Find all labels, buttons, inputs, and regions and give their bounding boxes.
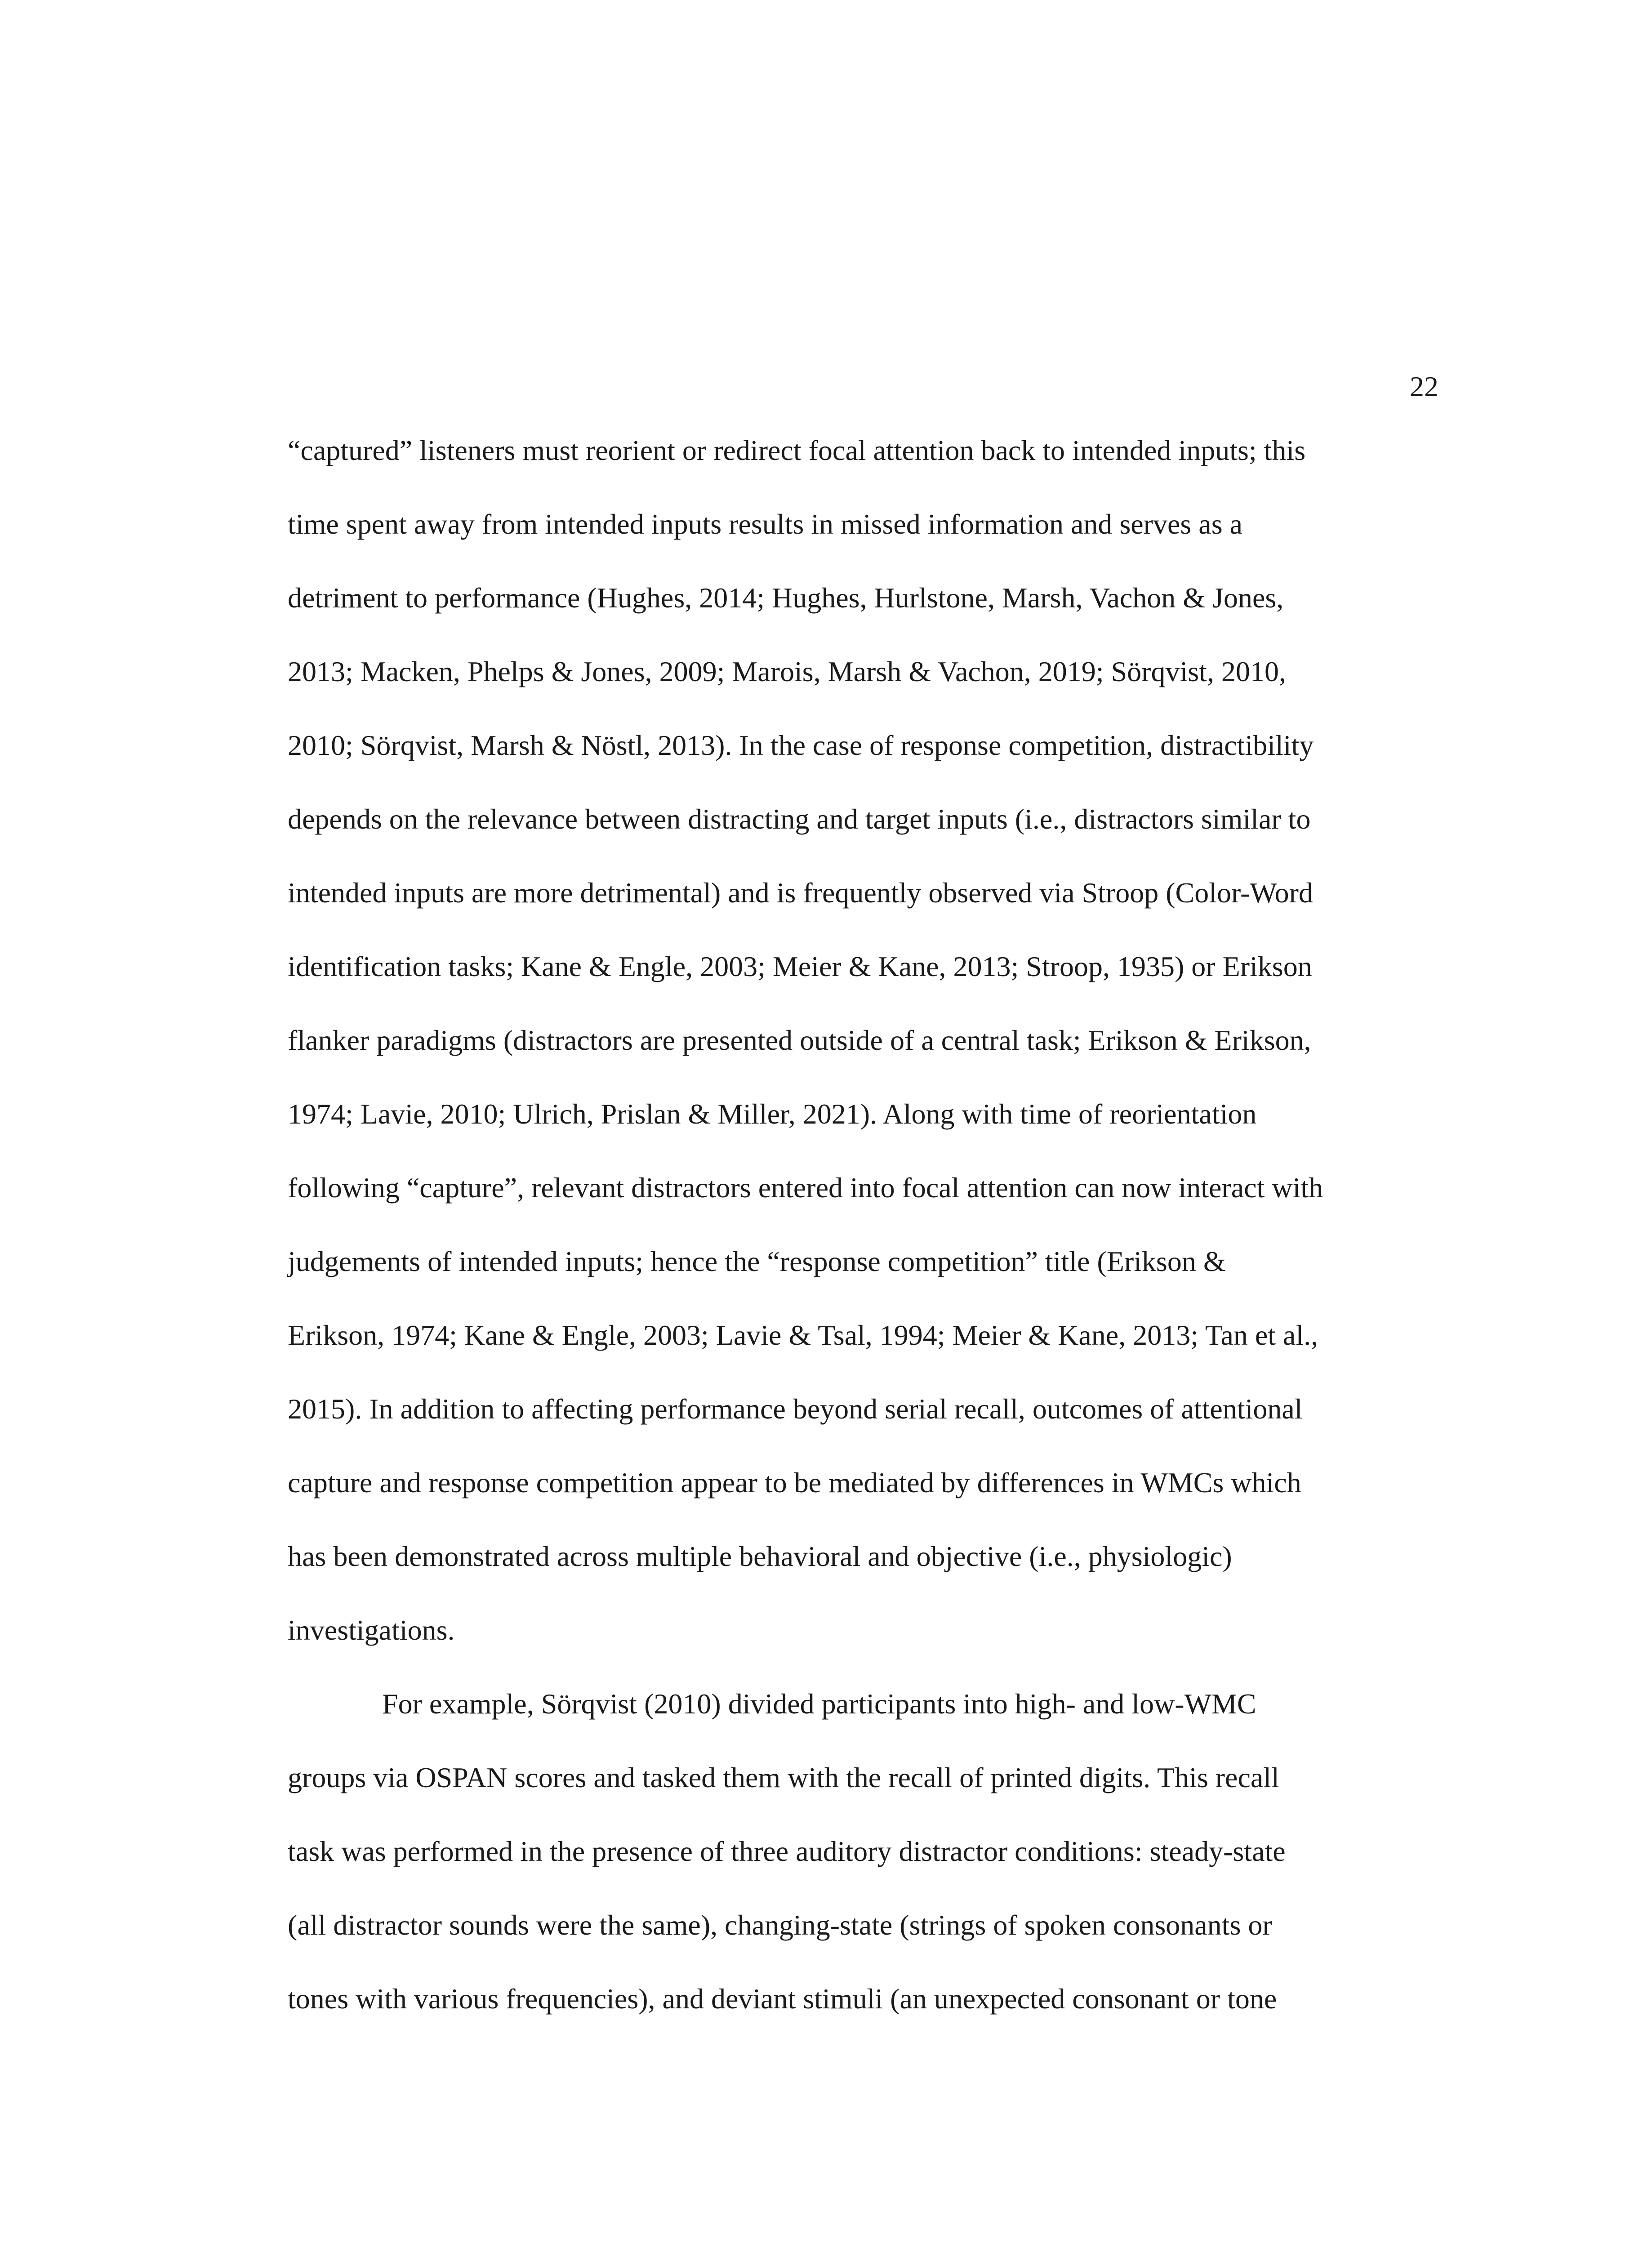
text-line: flanker paradigms (distractors are presented outside of a central task; Erikson & Erikson,: [288, 1024, 1311, 1056]
text-line: judgements of intended inputs; hence the “response competition” title (Erikson &: [288, 1245, 1226, 1277]
text-line: following “capture”, relevant distractors entered into focal attention can now interact with: [288, 1172, 1323, 1204]
text-line: 2015). In addition to affecting performance beyond serial recall, outcomes of attentional: [288, 1393, 1303, 1425]
text-line: (all distractor sounds were the same), changing-state (strings of spoken consonants or: [288, 1909, 1272, 1941]
text-line: investigations.: [288, 1614, 455, 1646]
text-line: depends on the relevance between distracting and target inputs (i.e., distractors similar to: [288, 803, 1311, 835]
text-line: “captured” listeners must reorient or redirect focal attention back to intended inputs; this: [288, 434, 1306, 466]
text-line: 2013; Macken, Phelps & Jones, 2009; Marois, Marsh & Vachon, 2019; Sörqvist, 2010,: [288, 656, 1286, 687]
text-line: time spent away from intended inputs results in missed information and serves as a: [288, 508, 1242, 540]
text-line: 1974; Lavie, 2010; Ulrich, Prislan & Miller, 2021). Along with time of reorientation: [288, 1098, 1257, 1130]
page-number: 22: [1410, 370, 1438, 402]
paragraph-start-line: For example, Sörqvist (2010) divided participants into high- and low-WMC: [382, 1688, 1256, 1720]
text-line: intended inputs are more detrimental) and is frequently observed via Stroop (Color-Word: [288, 877, 1313, 909]
body-text: [288, 433, 1438, 2055]
text-line: Erikson, 1974; Kane & Engle, 2003; Lavie & Tsal, 1994; Meier & Kane, 2013; Tan et al.,: [288, 1319, 1318, 1351]
text-line: identification tasks; Kane & Engle, 2003; Meier & Kane, 2013; Stroop, 1935) or Erikson: [288, 950, 1312, 982]
text-line: 2010; Sörqvist, Marsh & Nöstl, 2013). In the case of response competition, distractibility: [288, 729, 1314, 761]
text-line: detriment to performance (Hughes, 2014; Hughes, Hurlstone, Marsh, Vachon & Jones,: [288, 582, 1284, 614]
text-line: capture and response competition appear to be mediated by differences in WMCs which: [288, 1467, 1301, 1499]
text-line: task was performed in the presence of three auditory distractor conditions: steady-state: [288, 1835, 1286, 1867]
text-line: groups via OSPAN scores and tasked them with the recall of printed digits. This recall: [288, 1762, 1279, 1793]
text-line: tones with various frequencies), and deviant stimuli (an unexpected consonant or tone: [288, 1983, 1277, 2015]
text-line: has been demonstrated across multiple behavioral and objective (i.e., physiologic): [288, 1540, 1232, 1572]
